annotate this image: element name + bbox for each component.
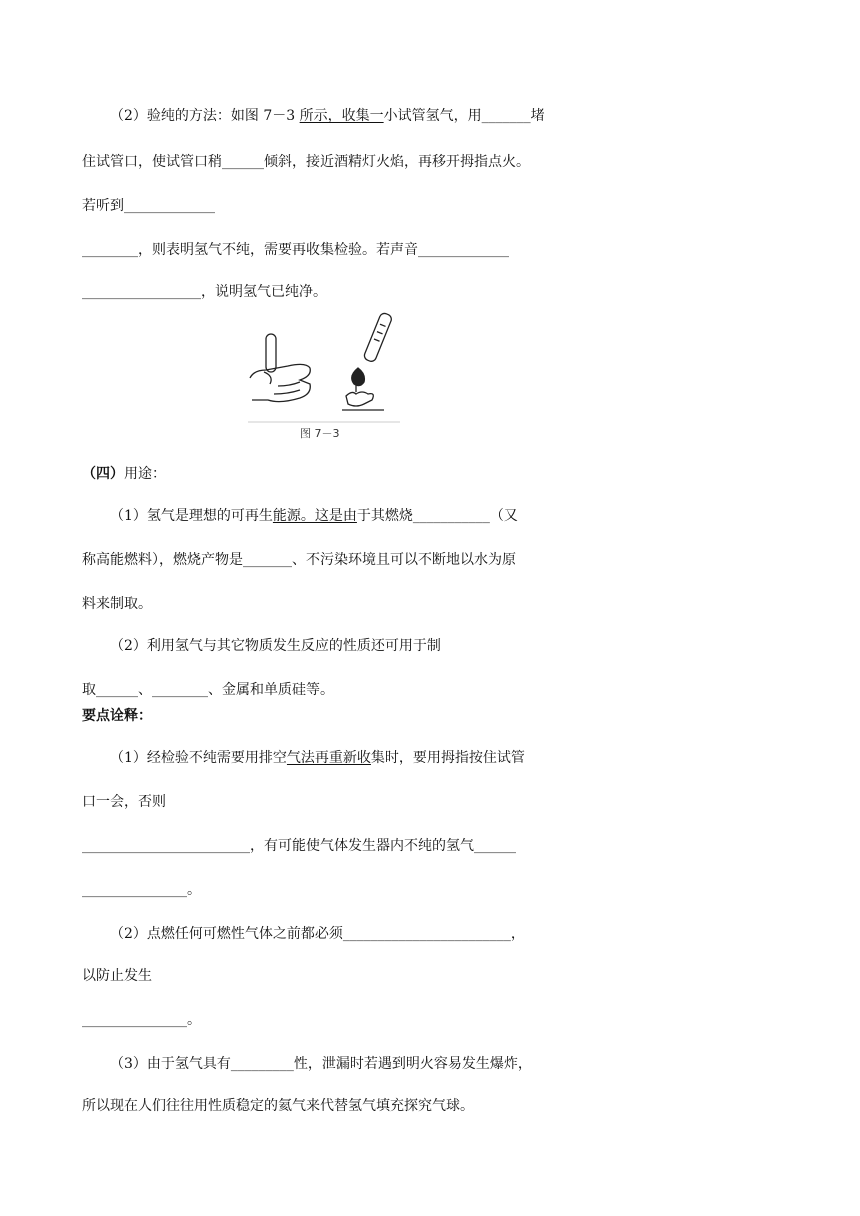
figure-7-3 [244, 310, 400, 446]
keypoint-2-line-1: （2）点燃任何可燃性气体之前都必须________________________， [110, 926, 525, 942]
keypoint-1-line-4: _______________。 [82, 882, 201, 898]
keypoint-3-line-1: （3）由于氢气具有_________性，泄漏时若遇到明火容易发生爆炸， [110, 1056, 532, 1072]
uses-item-1-line-1: （1）氢气是理想的可再生能源。这是由于其燃烧___________（又 [110, 508, 518, 524]
test-tube-illustration [244, 310, 400, 446]
hand-with-test-tube-icon [250, 334, 310, 402]
keypoint-1-line-3: ________________________，有可能使气体发生器内不纯的氢气______ [82, 838, 516, 854]
uses-item-2-line-1: （2）利用氢气与其它物质发生反应的性质还可用于制 [110, 638, 441, 654]
underlined-text: 所示，收集一 [299, 108, 384, 124]
underlined-text: 能源。这是由 [272, 508, 357, 524]
figure-caption: 图 7－3 [300, 427, 340, 440]
uses-item-2-line-2: 取______、________、金属和单质硅等。 [82, 682, 334, 698]
uses-heading: （四）用途： [82, 466, 166, 482]
keypoint-1-line-2: 口一会，否则 [82, 794, 166, 810]
uses-item-1-line-3: 料来制取。 [82, 596, 152, 612]
keypoint-2-line-3: _______________。 [82, 1012, 201, 1028]
keypoint-2-line-2: 以防止发生 [82, 968, 152, 984]
keypoint-3-line-2: 所以现在人们往往用性质稳定的氦气来代替氢气填充探究气球。 [82, 1098, 474, 1114]
purity-test-line-2: 住试管口，使试管口稍______倾斜，接近酒精灯火焰，再移开拇指点火。 [82, 154, 530, 170]
uses-item-1-line-2: 称高能燃料），燃烧产物是_______、不污染环境且可以不断地以水为原 [82, 552, 516, 568]
purity-test-line-1: （2）验纯的方法：如图 7－3 所示，收集一小试管氢气，用_______堵 [110, 108, 545, 124]
purity-test-line-3: 若听到_____________ [82, 198, 215, 214]
underlined-text: 气法再重新收 [286, 750, 371, 766]
purity-test-line-4: ________，则表明氢气不纯，需要再收集检验。若声音_____________ [82, 242, 509, 258]
purity-test-line-5: _________________，说明氢气已纯净。 [82, 284, 327, 300]
keypoints-heading: 要点诠释： [82, 708, 152, 724]
keypoint-1-line-1: （1）经检验不纯需要用排空气法再重新收集时，要用拇指按住试管 [110, 750, 525, 766]
test-tube-over-flame-icon [342, 312, 393, 410]
